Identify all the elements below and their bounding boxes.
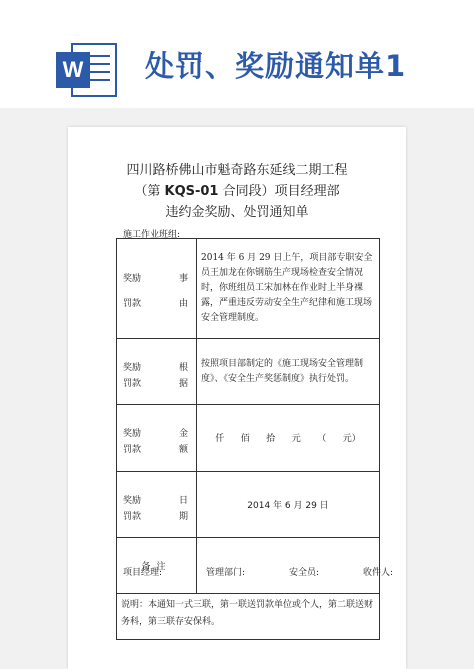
amount-row: 奖励 金 罚款 额 仟 佰 拾 元 （ 元） bbox=[117, 405, 380, 471]
description-row bbox=[117, 593, 380, 639]
team-label: 施工作业班组: bbox=[123, 230, 181, 240]
page-title: 处罚、奖励通知单1 bbox=[145, 49, 407, 83]
reason-content: 2014 年 6 月 29 日上午，项目部专职安全员王加龙在你钢筋生产现场检查安全情况时，你班组员工宋加林在作业时上半身裸露，严重违反劳动安全生产纪律和施工现场安全管理制度。 bbox=[197, 239, 380, 339]
signature-dept: 管理部门: bbox=[205, 568, 246, 578]
signature-safety: 安全员: bbox=[288, 568, 320, 578]
basis-row: 奖励 根 罚款 据 按照项目部制定的《施工现场安全管理制度》、《安全生产奖惩制度》执行处罚。 bbox=[117, 338, 380, 404]
basis-content: 按照项目部制定的《施工现场安全管理制度》、《安全生产奖惩制度》执行处罚。 bbox=[197, 338, 380, 404]
signature-line bbox=[123, 565, 393, 578]
heading-line-1: 四川路桥佛山市魁奇路东延线二期工程 bbox=[126, 163, 348, 178]
date-content: 2014 年 6 月 29 日 bbox=[197, 471, 380, 537]
heading-line-3: 违约金奖励、处罚通知单 bbox=[165, 205, 309, 220]
word-document-icon bbox=[50, 40, 130, 100]
header-banner bbox=[0, 0, 474, 108]
description-text: 说明：本通知一式三联，第一联送罚款单位或个人，第二联送财务科，第三联存安保科。 bbox=[117, 593, 380, 639]
contract-code: KQS-01 bbox=[164, 184, 219, 199]
signature-receiver: 收件人: bbox=[362, 568, 393, 578]
note-label: 备注 bbox=[117, 537, 197, 593]
document-page bbox=[68, 127, 406, 669]
document-heading bbox=[68, 160, 406, 223]
svg-text:W: W bbox=[62, 57, 84, 82]
heading-line-2: （第 KQS-01 合同段）项目经理部 bbox=[134, 184, 340, 199]
signature-pm: 项目经理: bbox=[123, 568, 163, 578]
date-row: 奖励 日 罚款 期 2014 年 6 月 29 日 bbox=[117, 471, 380, 537]
notice-form-table bbox=[116, 238, 380, 640]
amount-content: 仟 佰 拾 元 （ 元） bbox=[197, 405, 380, 471]
reason-row: 奖励 事 罚款 由 2014 年 6 月 29 日上午，项目部专职安全员王加龙在你钢筋生产现场检查安全情况时，你班组员工宋加林在作业时上半身裸露，严重违反劳动安全生产纪律和施工现场安全管理制度。 bbox=[117, 239, 380, 339]
